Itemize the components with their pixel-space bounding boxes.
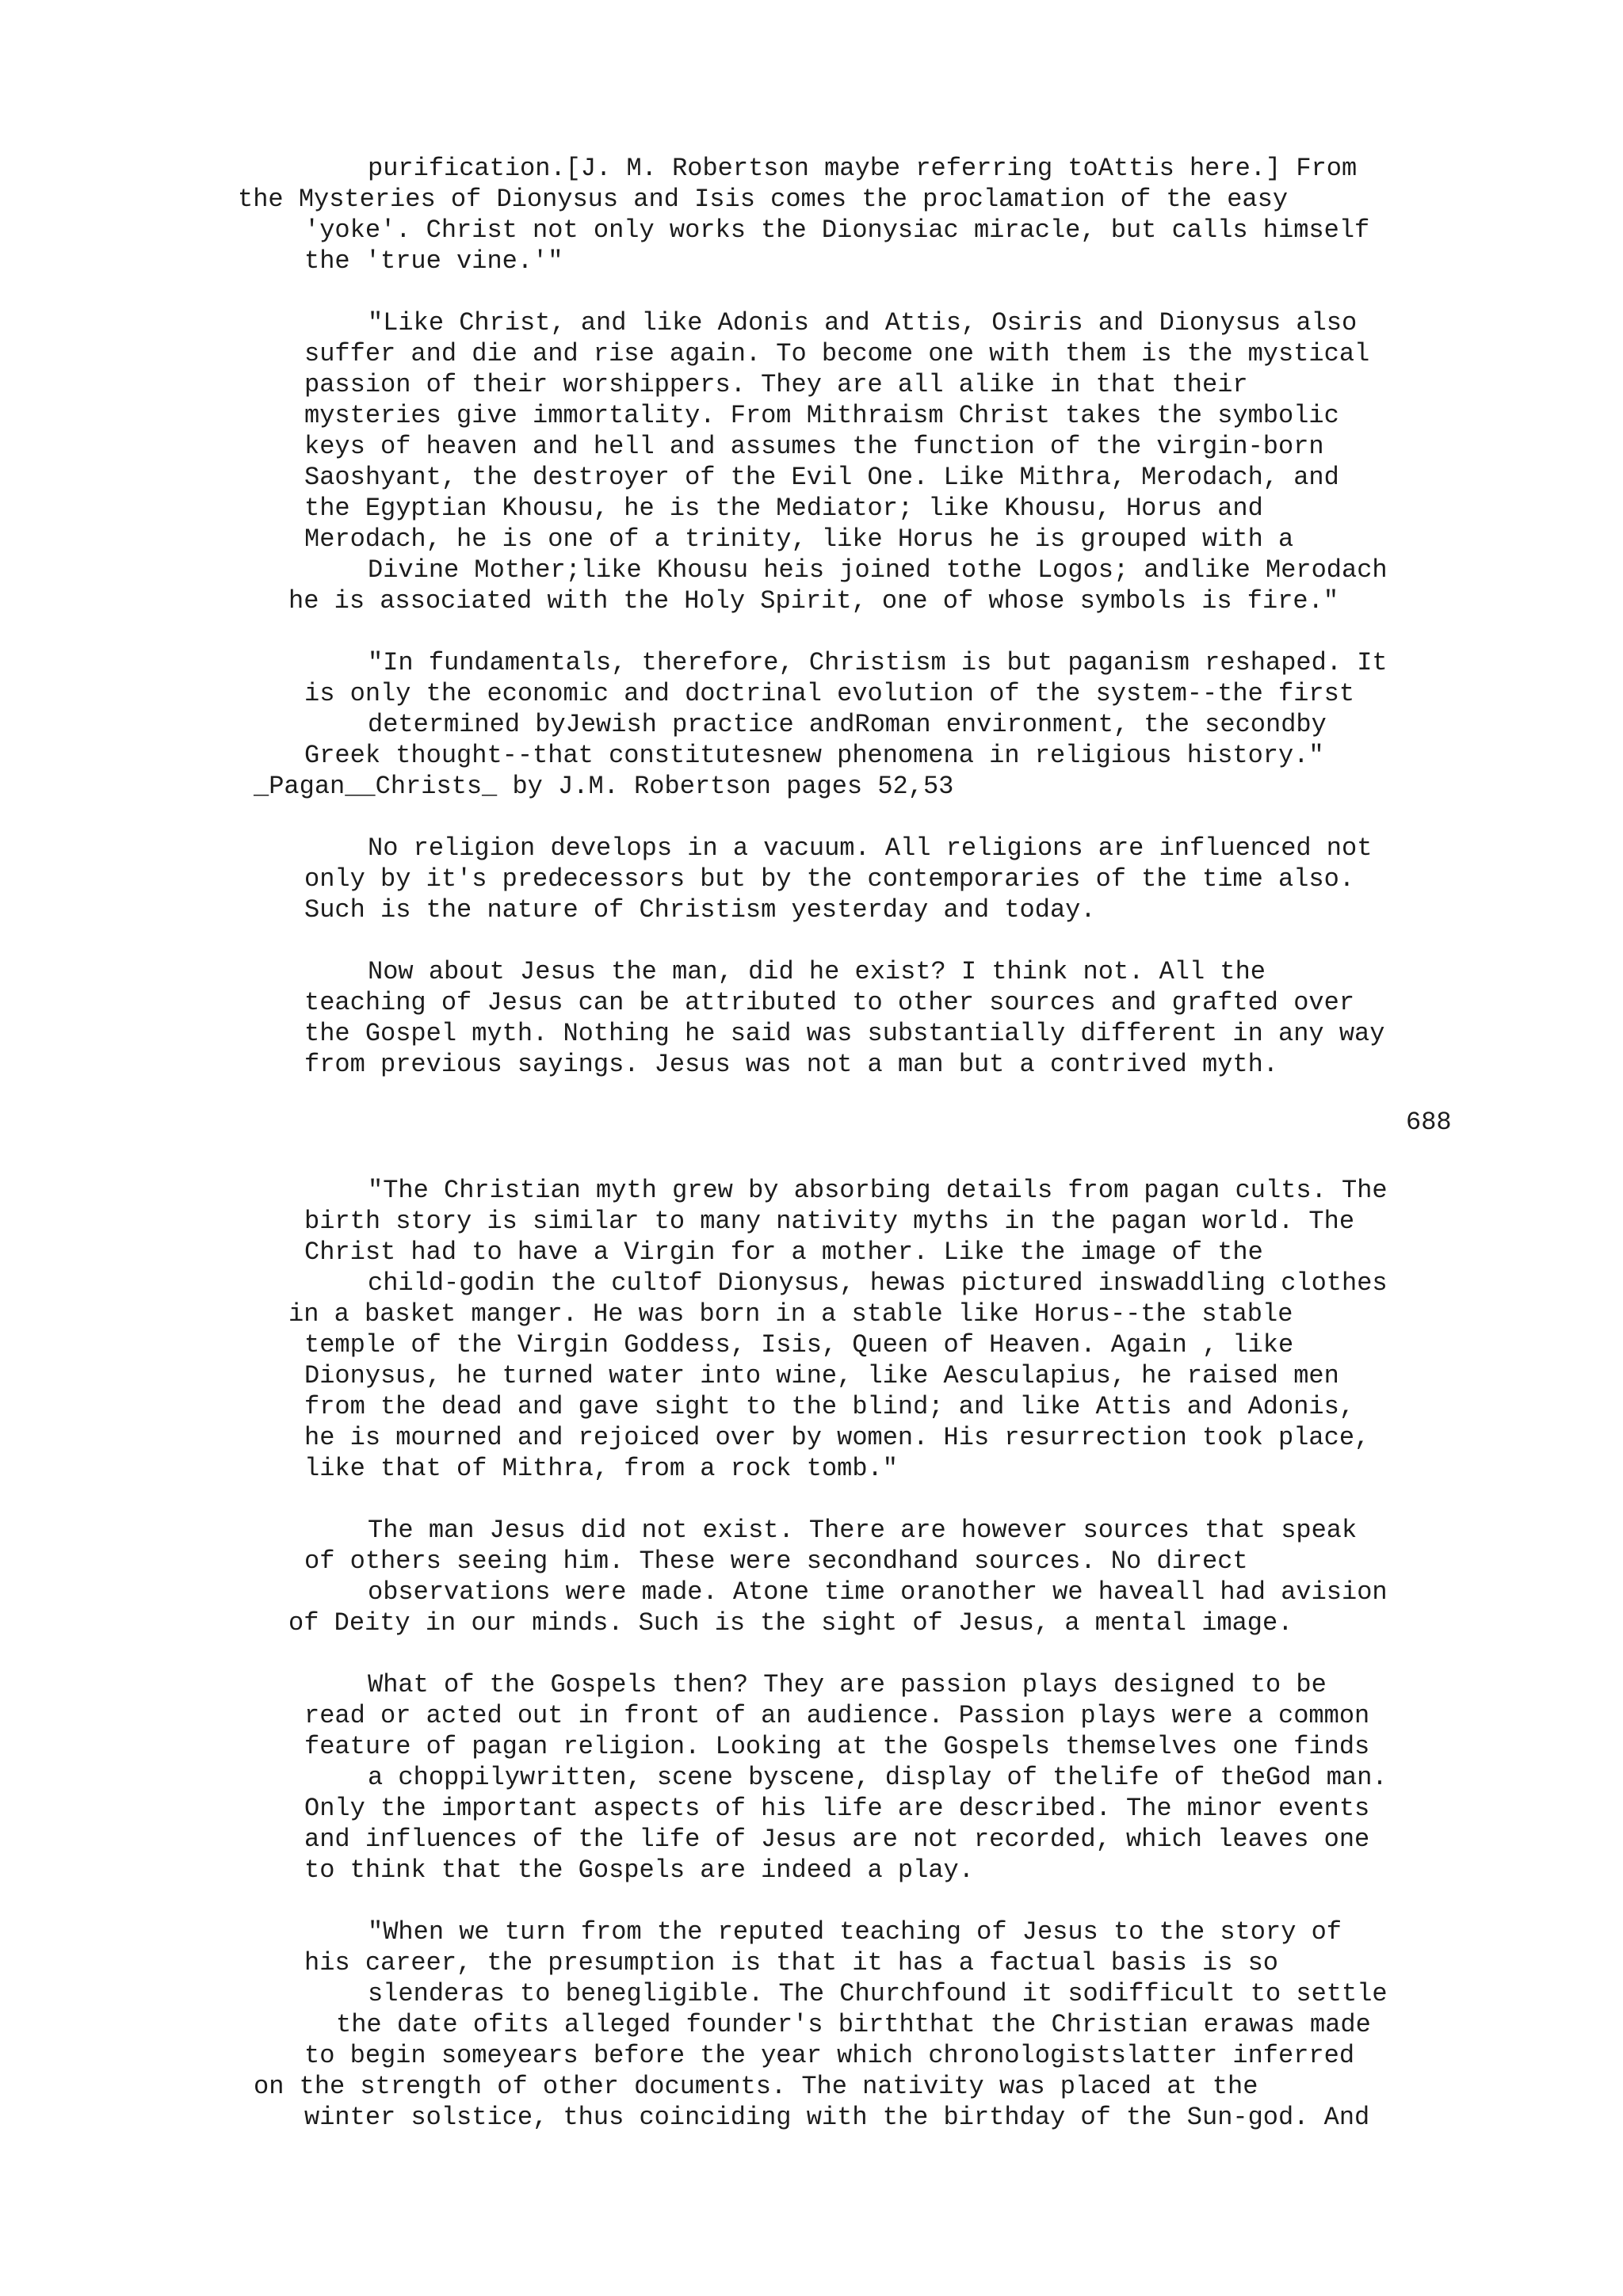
text-line: the date ofits alleged founder's birththat the Christian erawas made	[336, 2010, 1371, 2039]
text-line: _Pagan__Christs_ by J.M. Robertson pages 52,53	[254, 772, 954, 801]
text-line: the 'true vine.'"	[304, 246, 563, 276]
text-line: "Like Christ, and like Adonis and Attis, Osiris and Dionysus also	[368, 308, 1358, 338]
text-line: to begin someyears before the year which chronologistslatter inferred	[304, 2041, 1355, 2070]
text-line: the Gospel myth. Nothing he said was substantially different in any way	[304, 1019, 1385, 1048]
page-number: 688	[1406, 1108, 1452, 1137]
text-line: Such is the nature of Christism yesterday and today.	[304, 895, 1096, 925]
text-line: temple of the Virgin Goddess, Isis, Queen of Heaven. Again , like	[304, 1330, 1294, 1360]
text-line: only by it's predecessors but by the contemporaries of the time also.	[304, 864, 1355, 894]
text-line: he is associated with the Holy Spirit, one of whose symbols is fire."	[288, 586, 1339, 616]
text-line: purification.[J. M. Robertson maybe referring toAttis here.] From	[368, 154, 1358, 183]
text-line: Saoshyant, the destroyer of the Evil One. Like Mithra, Merodach, and	[304, 463, 1339, 492]
text-line: The man Jesus did not exist. There are however sources that speak	[368, 1516, 1358, 1545]
text-line: Divine Mother;like Khousu heis joined tothe Logos; andlike Merodach	[368, 555, 1388, 585]
text-line: Merodach, he is one of a trinity, like Horus he is grouped with a	[304, 524, 1294, 554]
text-line: he is mourned and rejoiced over by women. His resurrection took place,	[304, 1423, 1370, 1452]
text-line: observations were made. Atone time oranother we haveall had avision	[368, 1577, 1388, 1607]
text-line: Now about Jesus the man, did he exist? I think not. All the	[368, 957, 1266, 986]
text-line: a choppilywritten, scene byscene, display of thelife of theGod man.	[368, 1763, 1388, 1792]
text-line: read or acted out in front of an audience. Passion plays were a common	[304, 1701, 1370, 1730]
text-line: suffer and die and rise again. To become one with them is the mystical	[304, 339, 1370, 368]
text-line: What of the Gospels then? They are passion plays designed to be	[368, 1670, 1327, 1699]
text-line: "In fundamentals, therefore, Christism is but paganism reshaped. It	[368, 648, 1388, 677]
text-line: his career, the presumption is that it has a factual basis is so	[304, 1948, 1278, 1978]
text-line: is only the economic and doctrinal evolution of the system--the first	[304, 679, 1355, 708]
text-line: determined byJewish practice andRoman environment, the secondby	[368, 710, 1327, 739]
text-line: child-godin the cultof Dionysus, hewas pictured inswaddling clothes	[368, 1268, 1388, 1298]
text-line: slenderas to benegligible. The Churchfound it sodifficult to settle	[368, 1979, 1388, 2008]
text-line: mysteries give immortality. From Mithraism Christ takes the symbolic	[304, 401, 1339, 430]
text-line: and influences of the life of Jesus are not recorded, which leaves one	[304, 1825, 1370, 1854]
text-line: from previous sayings. Jesus was not a man but a contrived myth.	[304, 1050, 1278, 1079]
text-line: Only the important aspects of his life are described. The minor events	[304, 1794, 1370, 1823]
text-line: 'yoke'. Christ not only works the Dionysiac miracle, but calls himself	[304, 215, 1370, 245]
text-line: Dionysus, he turned water into wine, like Aesculapius, he raised men	[304, 1361, 1339, 1390]
text-line: "When we turn from the reputed teaching of Jesus to the story of	[368, 1917, 1342, 1947]
text-line: Greek thought--that constitutesnew phenomena in religious history."	[304, 741, 1324, 770]
text-line: keys of heaven and hell and assumes the function of the virgin-born	[304, 432, 1324, 461]
text-line: "The Christian myth grew by absorbing details from pagan cults. The	[368, 1176, 1388, 1205]
text-line: the Egyptian Khousu, he is the Mediator; like Khousu, Horus and	[304, 494, 1263, 523]
text-line: teaching of Jesus can be attributed to other sources and grafted over	[304, 988, 1355, 1017]
text-line: Christ had to have a Virgin for a mother. Like the image of the	[304, 1238, 1263, 1267]
text-line: of Deity in our minds. Such is the sight of Jesus, a mental image.	[288, 1608, 1293, 1638]
text-line: winter solstice, thus coinciding with the birthday of the Sun-god. And	[304, 2103, 1370, 2132]
text-line: in a basket manger. He was born in a stable like Horus--the stable	[288, 1299, 1293, 1329]
text-line: No religion develops in a vacuum. All religions are influenced not	[368, 833, 1373, 863]
text-line: to think that the Gospels are indeed a play.	[304, 1855, 974, 1885]
text-line: the Mysteries of Dionysus and Isis comes the proclamation of the easy	[238, 185, 1289, 214]
text-line: from the dead and gave sight to the blind; and like Attis and Adonis,	[304, 1392, 1355, 1421]
text-line: like that of Mithra, from a rock tomb."	[304, 1454, 898, 1483]
text-line: of others seeing him. These were secondhand sources. No direct	[304, 1547, 1248, 1576]
text-line: birth story is similar to many nativity myths in the pagan world. The	[304, 1207, 1355, 1236]
text-line: passion of their worshippers. They are all alike in that their	[304, 370, 1248, 399]
text-line: on the strength of other documents. The nativity was placed at the	[254, 2072, 1258, 2101]
text-line: feature of pagan religion. Looking at the Gospels themselves one finds	[304, 1732, 1370, 1761]
